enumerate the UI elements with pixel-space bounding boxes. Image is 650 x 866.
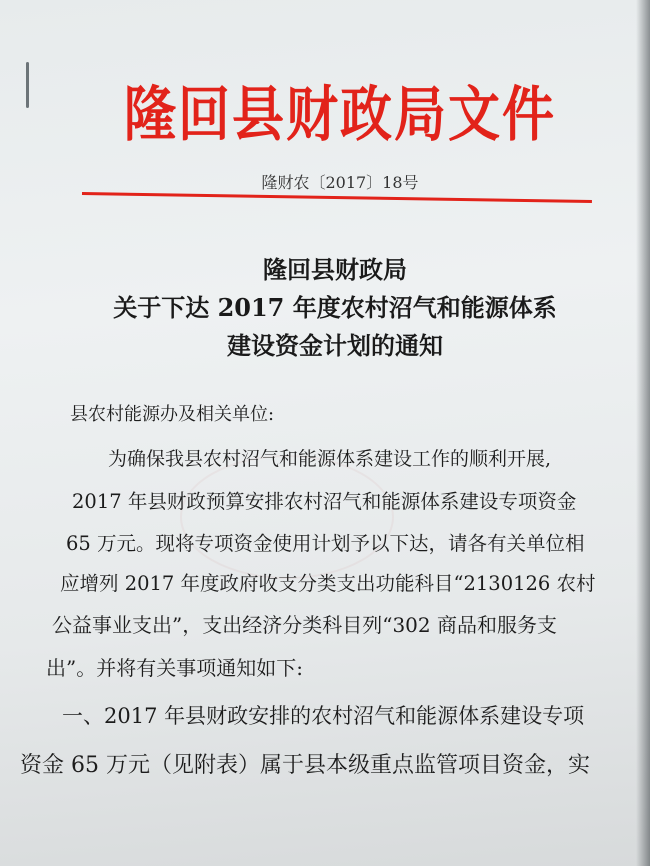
body-paragraph-line: 公益事业支出”，支出经济分类科目列“302 商品和服务支	[52, 613, 557, 637]
body-paragraph-line: 2017 年县财政预算安排农村沼气和能源体系建设专项资金	[72, 490, 577, 513]
body-paragraph-line: 应增列 2017 年度政府收支分类支出功能科目“2130126 农村	[60, 572, 596, 595]
body-paragraph-line: 出”。并将有关事项通知如下:	[46, 656, 303, 680]
body-paragraph-line: 为确保我县农村沼气和能源体系建设工作的顺利开展,	[108, 448, 552, 470]
body-paragraph-line: 65 万元。现将专项资金使用计划予以下达，请各有关单位相	[66, 532, 585, 555]
body-paragraph-line: 一、2017 年县财政安排的农村沼气和能源体系建设专项	[62, 704, 585, 728]
punch-mark	[26, 62, 29, 108]
page-edge-shadow	[636, 0, 650, 866]
header-red-rule	[82, 192, 592, 203]
document-number: 隆财农〔2017〕18号	[261, 173, 419, 192]
body-paragraph-line: 资金 65 万元（见附表）属于县本级重点监管项目资金，实	[20, 753, 590, 778]
faint-stamp-impression	[180, 455, 394, 579]
notice-title-line-1: 隆回县财政局	[263, 255, 407, 284]
addressee: 县农村能源办及相关单位:	[70, 404, 275, 425]
notice-title-line-3: 建设资金计划的通知	[227, 331, 443, 360]
document-header-title: 隆回县财政局文件	[123, 79, 556, 150]
notice-title-line-2: 关于下达 2017 年度农村沼气和能源体系	[113, 293, 557, 322]
